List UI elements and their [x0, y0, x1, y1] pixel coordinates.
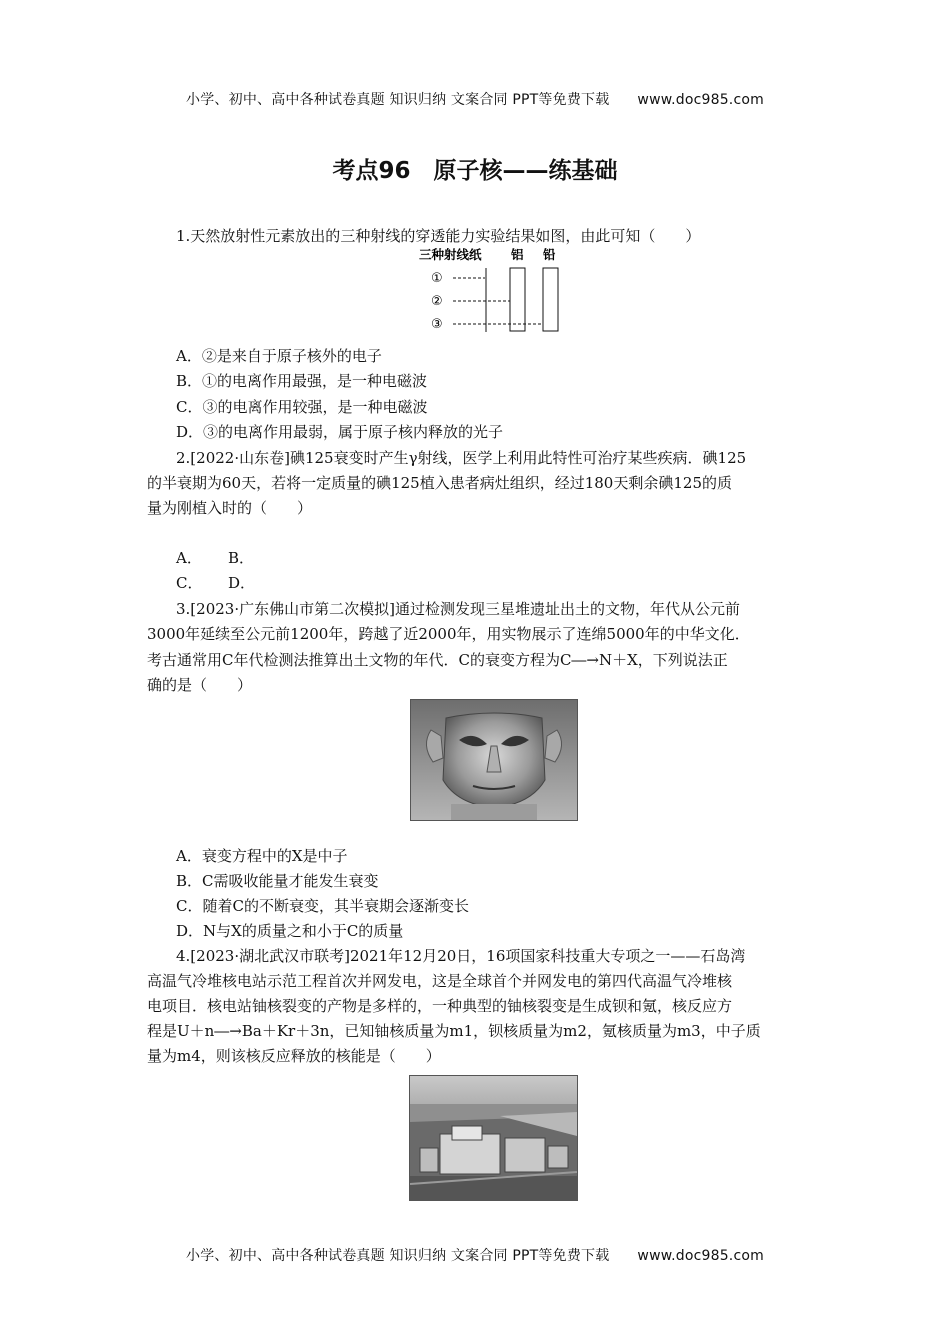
q4-line3: 电项目．核电站铀核裂变的产物是多样的，一种典型的铀核裂变是生成钡和氪，核反应方 [147, 997, 733, 1015]
q2-line2: 的半衰期为60天，若将一定质量的碘125植入患者病灶组织，经过180天剩余碘125的质 [147, 474, 732, 492]
fig-al-plate [510, 268, 525, 331]
q2-option-a: A． [176, 549, 202, 567]
footer-text: 小学、初中、高中各种试卷真题 知识归纳 文案合同 PPT等免费下载 [186, 1248, 610, 1264]
q2-option-c: C． [176, 574, 203, 592]
fig-label-al: 铝 [511, 247, 524, 262]
q1-option-c: C．③的电离作用较强，是一种电磁波 [176, 398, 428, 416]
fig-ray3: ③ [431, 317, 443, 332]
q3-option-c: C．随着C的不断衰变，其半衰期会逐渐变长 [176, 897, 469, 915]
q3-line1: 3.[2023·广东佛山市第二次模拟]通过检测发现三星堆遗址出土的文物，年代从公元前 [176, 600, 740, 618]
q2-option-b: B． [228, 549, 255, 567]
q2-option-d: D． [228, 574, 256, 592]
q4-line1: 4.[2023·湖北武汉市联考]2021年12月20日，16项国家科技重大专项之一——石岛湾 [176, 947, 746, 965]
q4-line2: 高温气冷堆核电站示范工程首次并网发电，这是全球首个并网发电的第四代高温气冷堆核 [147, 972, 733, 990]
q2-options-cd [176, 573, 255, 593]
q1-option-d: D．③的电离作用最弱，属于原子核内释放的光子 [176, 423, 504, 441]
sanxingdui-mask-photo [410, 699, 578, 821]
fig-label-paper: 纸 [469, 247, 482, 262]
q2-line1: 2.[2022·山东卷]碘125衰变时产生γ射线，医学上利用此特性可治疗某些疾病．碘125 [176, 449, 747, 467]
q1-stem: 1.天然放射性元素放出的三种射线的穿透能力实验结果如图，由此可知（ ） [176, 227, 701, 245]
q1-penetration-figure [415, 244, 565, 334]
q3-option-a: A．衰变方程中的X是中子 [176, 847, 348, 865]
fig-label-rays: 三种射线 [419, 247, 470, 262]
q4-line5: 量为m4，则该核反应释放的核能是（ ） [147, 1047, 441, 1065]
q1-option-a: A．②是来自于原子核外的电子 [176, 347, 382, 365]
q3-option-b: B．C需吸收能量才能发生衰变 [176, 872, 379, 890]
nuclear-plant-photo [409, 1075, 578, 1201]
q4-line4: 程是U＋n―→Ba＋Kr＋3n，已知铀核质量为m1，钡核质量为m2，氪核质量为m3，中子质 [147, 1022, 761, 1040]
header-text: 小学、初中、高中各种试卷真题 知识归纳 文案合同 PPT等免费下载 [186, 92, 610, 108]
q3-line3: 考古通常用C年代检测法推算出土文物的年代．C的衰变方程为C―→N＋X，下列说法正 [147, 651, 728, 669]
fig-ray1: ① [431, 271, 443, 286]
page-footer [0, 1245, 950, 1265]
q2-line3: 量为刚植入时的（ ） [147, 499, 313, 517]
q2-options-ab [176, 548, 254, 568]
page-header [0, 89, 950, 109]
header-site: www.doc985.com [637, 92, 764, 108]
fig-label-pb: 铅 [543, 247, 556, 262]
q3-option-d: D．N与X的质量之和小于C的质量 [176, 922, 404, 940]
q1-option-b: B．①的电离作用最强，是一种电磁波 [176, 372, 428, 390]
q3-line2: 3000年延续至公元前1200年，跨越了近2000年，用实物展示了连绵5000年的中华文化． [147, 625, 750, 643]
fig-pb-plate [543, 268, 558, 331]
footer-site: www.doc985.com [637, 1248, 764, 1264]
q3-line4: 确的是（ ） [147, 676, 253, 694]
page-title: 考点96 原子核——练基础 [332, 158, 618, 184]
fig-ray2: ② [431, 294, 443, 309]
